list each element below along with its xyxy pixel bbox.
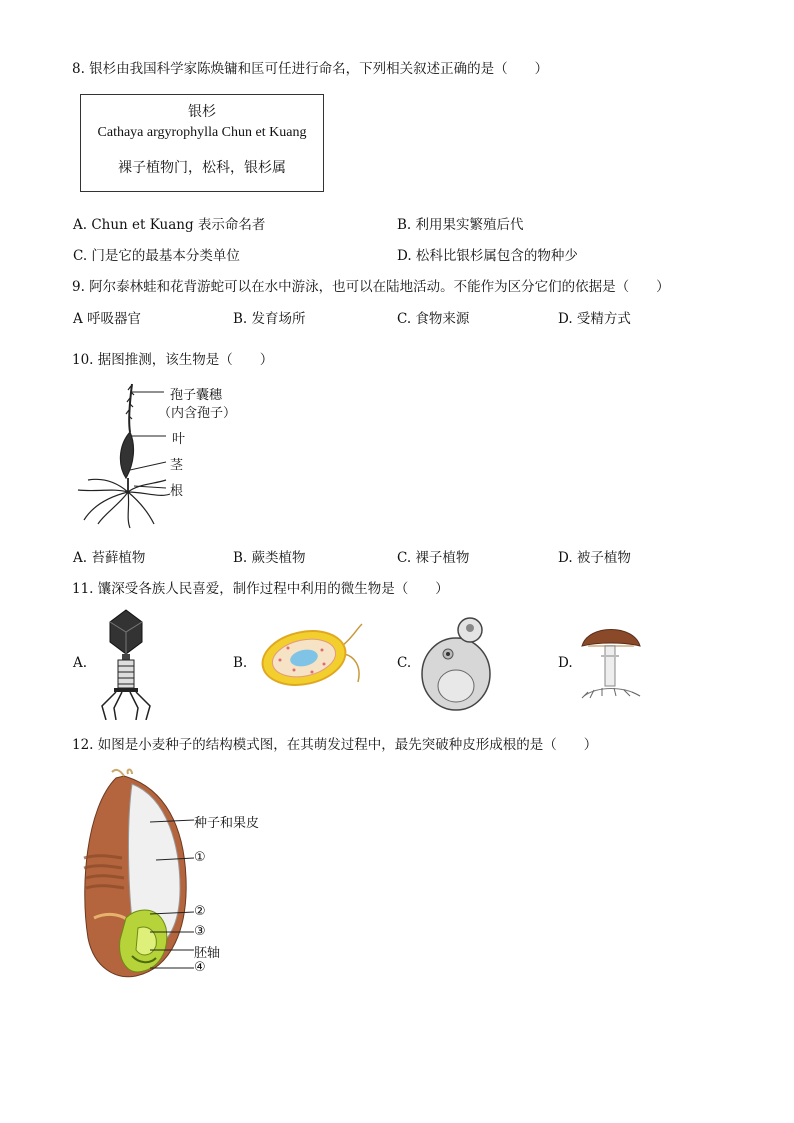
q10-option-b[interactable]: B. 蕨类植物 bbox=[233, 550, 306, 566]
mushroom-image bbox=[578, 618, 644, 700]
q8-stem: 8. 银杉由我国科学家陈焕镛和匡可任进行命名，下列相关叙述正确的是（ ） bbox=[72, 61, 549, 77]
q10-label-leaf: 叶 bbox=[172, 432, 186, 447]
yeast-cell-image bbox=[418, 612, 498, 714]
q9-option-b[interactable]: B. 发育场所 bbox=[233, 311, 306, 327]
q9-option-c[interactable]: C. 食物来源 bbox=[397, 311, 470, 327]
q8-name-box bbox=[80, 94, 324, 192]
q10-option-c[interactable]: C. 裸子植物 bbox=[397, 550, 470, 566]
q12-label-3: ③ bbox=[194, 924, 206, 939]
bacteriophage-image bbox=[96, 608, 156, 720]
q10-label-root: 根 bbox=[170, 484, 184, 499]
q12-label-4: ④ bbox=[194, 960, 206, 975]
q11-option-b[interactable]: B. bbox=[233, 655, 248, 671]
q8-common-name: 银杉 bbox=[188, 104, 216, 120]
q8-option-c[interactable]: C. 门是它的最基本分类单位 bbox=[73, 248, 240, 264]
q12-label-1: ① bbox=[194, 850, 206, 865]
q9-option-a[interactable]: A 呼吸器官 bbox=[73, 311, 142, 327]
q10-stem: 10. 据图推测，该生物是（ ） bbox=[72, 352, 274, 368]
q8-option-d[interactable]: D. 松科比银杉属包含的物种少 bbox=[397, 248, 578, 264]
q11-stem: 11. 馕深受各族人民喜爱，制作过程中利用的微生物是（ ） bbox=[72, 581, 449, 597]
q12-stem: 12. 如图是小麦种子的结构模式图，在其萌发过程中，最先突破种皮形成根的是（ ） bbox=[72, 737, 598, 753]
q11-option-a[interactable]: A. bbox=[73, 655, 88, 671]
bacterium-image bbox=[258, 620, 370, 690]
q12-label-coat: 种子和果皮 bbox=[194, 816, 260, 831]
q8-option-b[interactable]: B. 利用果实繁殖后代 bbox=[397, 217, 524, 233]
q9-option-d[interactable]: D. 受精方式 bbox=[558, 311, 631, 327]
q12-label-embryo-axis: 胚轴 bbox=[194, 946, 221, 961]
q11-option-c[interactable]: C. bbox=[397, 655, 412, 671]
q11-option-d[interactable]: D. bbox=[558, 655, 573, 671]
q10-option-d[interactable]: D. 被子植物 bbox=[558, 550, 631, 566]
q8-taxonomy: 裸子植物门，松科，银杉属 bbox=[118, 160, 286, 176]
q10-option-a[interactable]: A. 苔藓植物 bbox=[73, 550, 146, 566]
q12-label-2: ② bbox=[194, 904, 206, 919]
q9-stem: 9. 阿尔泰林蛙和花背游蛇可以在水中游泳，也可以在陆地活动。不能作为区分它们的依据是（ ） bbox=[72, 279, 670, 295]
q12-leader-lines bbox=[150, 808, 200, 978]
q10-label-spike: 孢子囊穗 bbox=[170, 388, 223, 403]
q8-latin-name: Cathaya argyrophylla Chun et Kuang bbox=[97, 125, 307, 140]
q10-label-spike-note: （内含孢子） bbox=[158, 406, 237, 421]
q8-option-a[interactable]: A. Chun et Kuang 表示命名者 bbox=[73, 217, 266, 233]
q10-label-stem: 茎 bbox=[170, 458, 184, 473]
